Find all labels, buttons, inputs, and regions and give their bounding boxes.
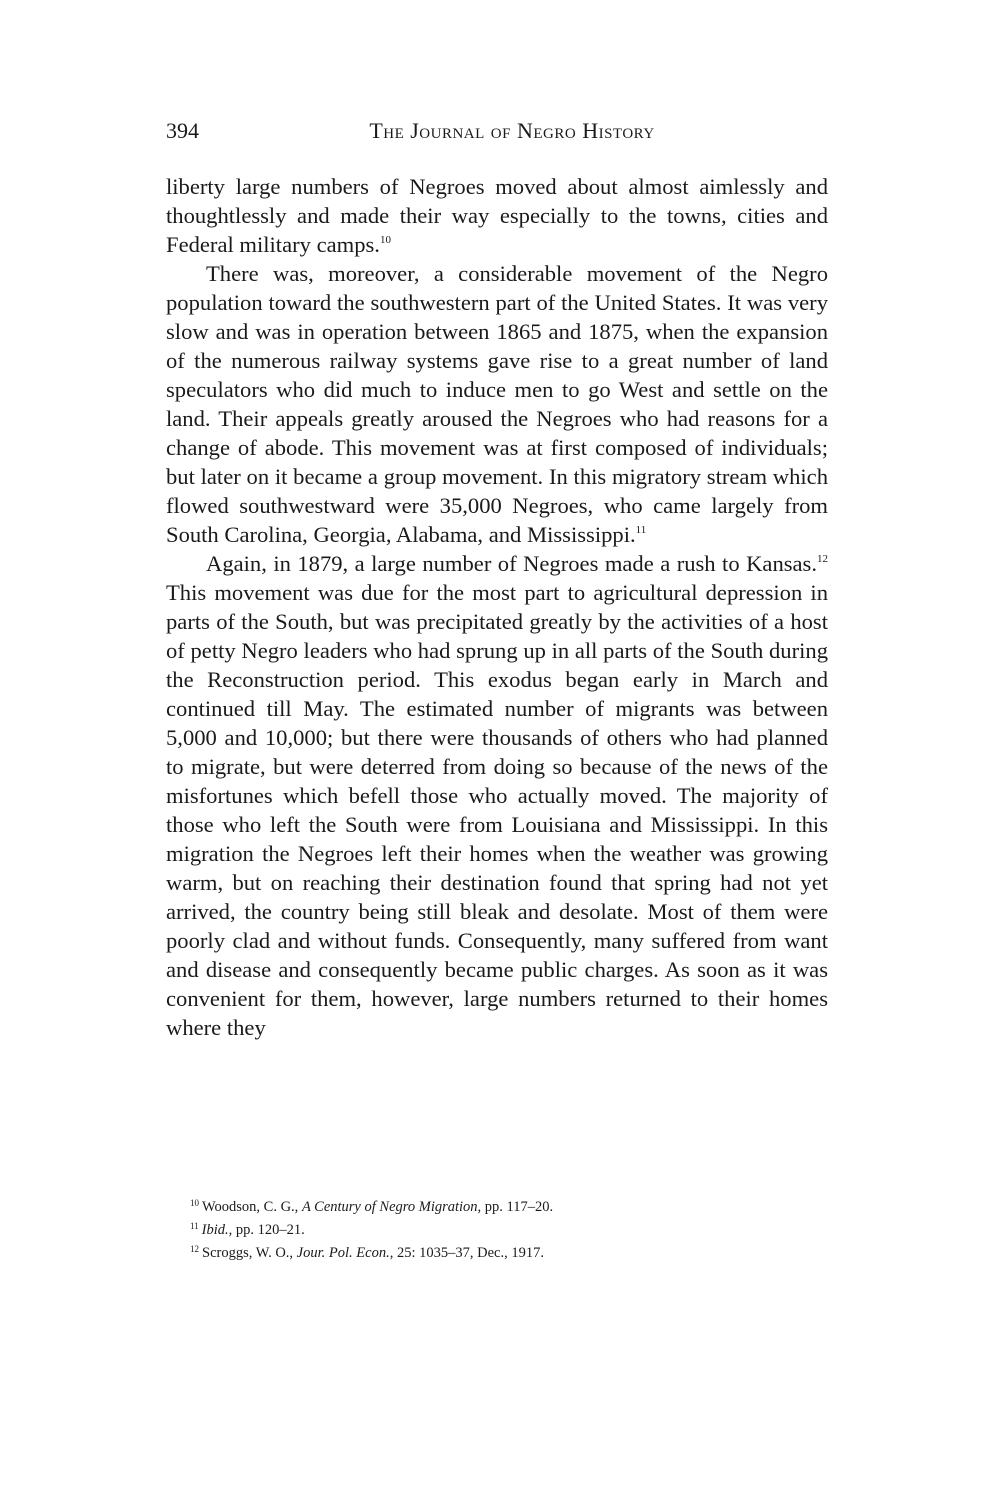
page-number: 394 <box>166 118 199 143</box>
footnote-12 <box>190 1242 830 1265</box>
footnote-tail: pp. 117–20. <box>484 1199 554 1215</box>
paragraph-2 <box>166 259 828 549</box>
footnote-number: 10 <box>190 1198 199 1208</box>
footnote-tail: 25: 1035–37, Dec., 1917. <box>396 1245 544 1261</box>
paragraph-1-text: liberty large numbers of Negroes moved about almost aimlessly and thoughtlessly and made their way especially to the towns, cities and Federal military camps. <box>166 174 828 257</box>
running-head: The Journal of Negro History <box>369 118 655 143</box>
footnote-title: A Century of Negro Migration, <box>301 1199 482 1215</box>
footnote-lead: Woodson, C. G., <box>202 1199 299 1215</box>
paragraph-1 <box>166 172 828 259</box>
footnote-tail: pp. 120–21. <box>235 1222 305 1238</box>
footnote-ref-10: 10 <box>379 234 391 246</box>
paragraph-3-text-b: This movement was due for the most part to agricultural depression in parts of the South, but was precipitated greatly by the activities of a host of petty Negro leaders who had sprung up in all parts of the South during the Reconstruction period. This exodus began early in March and continued till May. The estimated number of migrants was between 5,000 and 10,000; but there were thousands of others who had planned to migrate, but were deterred from doing so because of the news of the misfortunes which befell those who actually moved. The majority of those who left the South were from Louisiana and Mississippi. In this migration the Negroes left their homes when the weather was growing warm, but on reaching their destination found that spring had not yet arrived, the country being still bleak and desolate. Most of them were poorly clad and without funds. Consequently, many suffered from want and disease and consequently became public charges. As soon as it was convenient for them, however, large numbers returned to their homes where they <box>166 580 828 1040</box>
footnote-title: Ibid., <box>201 1222 233 1238</box>
footnotes <box>190 1196 830 1265</box>
paragraph-3-text-a: Again, in 1879, a large number of Negroes made a rush to Kansas. <box>206 551 817 576</box>
footnote-number: 11 <box>190 1221 199 1231</box>
footnote-10 <box>190 1196 830 1219</box>
paragraph-3 <box>166 549 828 1042</box>
footnote-11 <box>190 1219 830 1242</box>
footnote-ref-11: 11 <box>635 524 647 536</box>
page-header <box>166 118 828 150</box>
paragraph-2-text: There was, moreover, a considerable movement of the Negro population toward the southwestern part of the United States. It was very slow and was in operation between 1865 and 1875, when the expansion of the numerous railway systems gave rise to a great number of land speculators who did much to induce men to go West and settle on the land. Their appeals greatly aroused the Negroes who had reasons for a change of abode. This movement was at first composed of individuals; but later on it became a group movement. In this migratory stream which flowed southwestward were 35,000 Negroes, who came largely from South Carolina, Georgia, Alabama, and Mississippi. <box>166 261 828 547</box>
footnote-lead: Scroggs, W. O., <box>202 1245 294 1261</box>
footnote-ref-12: 12 <box>817 553 828 565</box>
footnote-title: Jour. Pol. Econ., <box>296 1245 394 1261</box>
body-text <box>166 172 828 1042</box>
footnote-number: 12 <box>190 1244 199 1254</box>
